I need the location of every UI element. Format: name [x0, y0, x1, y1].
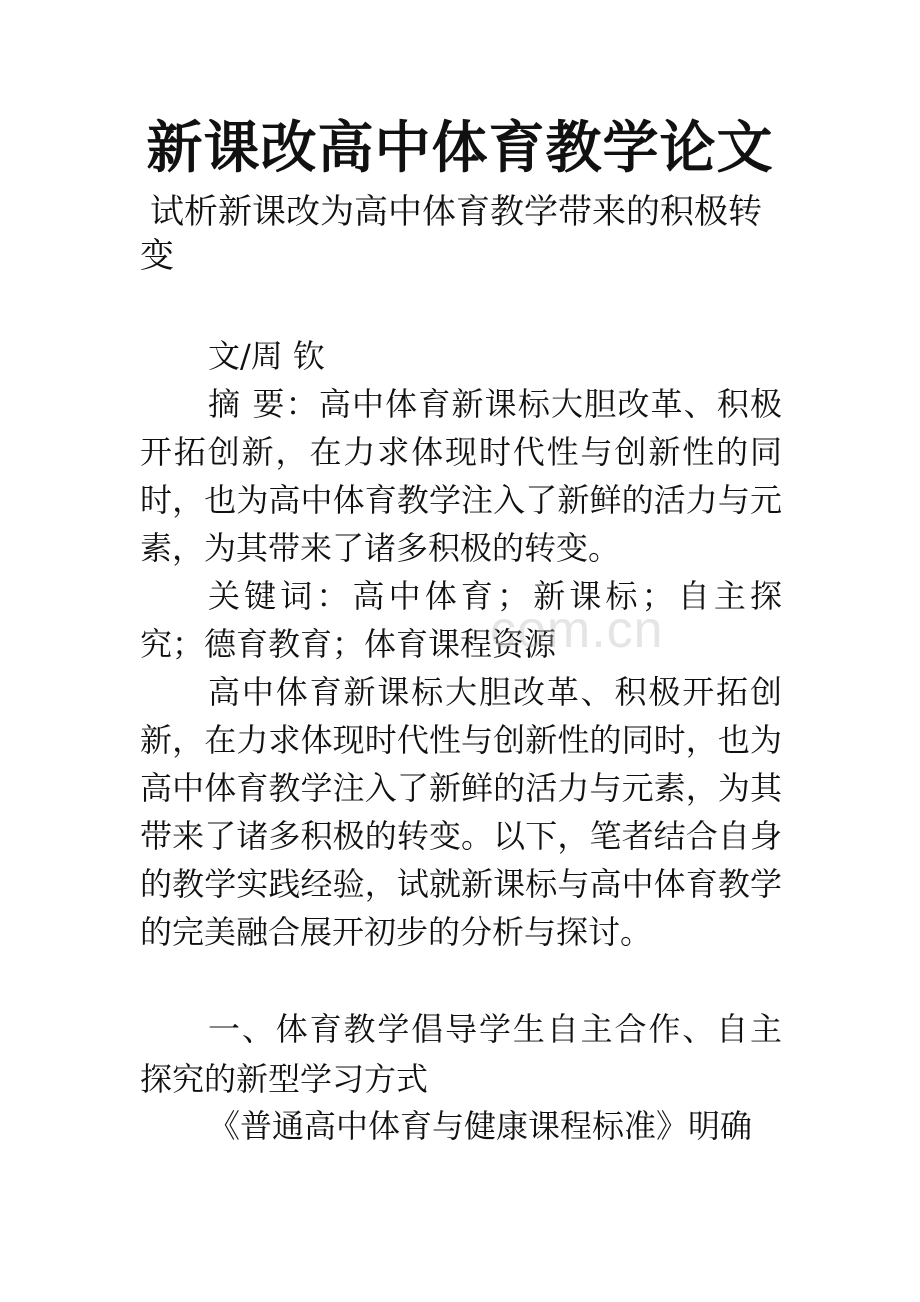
keywords-paragraph: 关键词：高中体育；新课标；自主探究；德育教育；体育课程资源 [140, 577, 782, 663]
watermark: com.cn [490, 601, 664, 659]
document-subtitle: 试析新课改为高中体育教学带来的积极转变 [140, 192, 762, 276]
author-line: 文/周 钦 [208, 337, 325, 375]
intro-paragraph: 高中体育新课标大胆改革、积极开拓创新，在力求体现时代性与创新性的同时，也为高中体育教学注入了新鲜的活力与元素，为其带来了诸多积极的转变。以下，笔者结合自身的教学实践经验，试就新课标与高中体育教学的完美融合展开初步的分析与探讨。 [140, 673, 782, 951]
abstract-paragraph: 摘 要：高中体育新课标大胆改革、积极开拓创新，在力求体现时代性与创新性的同时，也为高中体育教学注入了新鲜的活力与元素，为其带来了诸多积极的转变。 [140, 385, 782, 567]
body-paragraph-2: 《普通高中体育与健康课程标准》明确 [208, 1107, 753, 1145]
section-heading-1: 一、体育教学倡导学生自主合作、自主探究的新型学习方式 [140, 1010, 782, 1098]
document-title: 新课改高中体育教学论文 [146, 115, 774, 181]
